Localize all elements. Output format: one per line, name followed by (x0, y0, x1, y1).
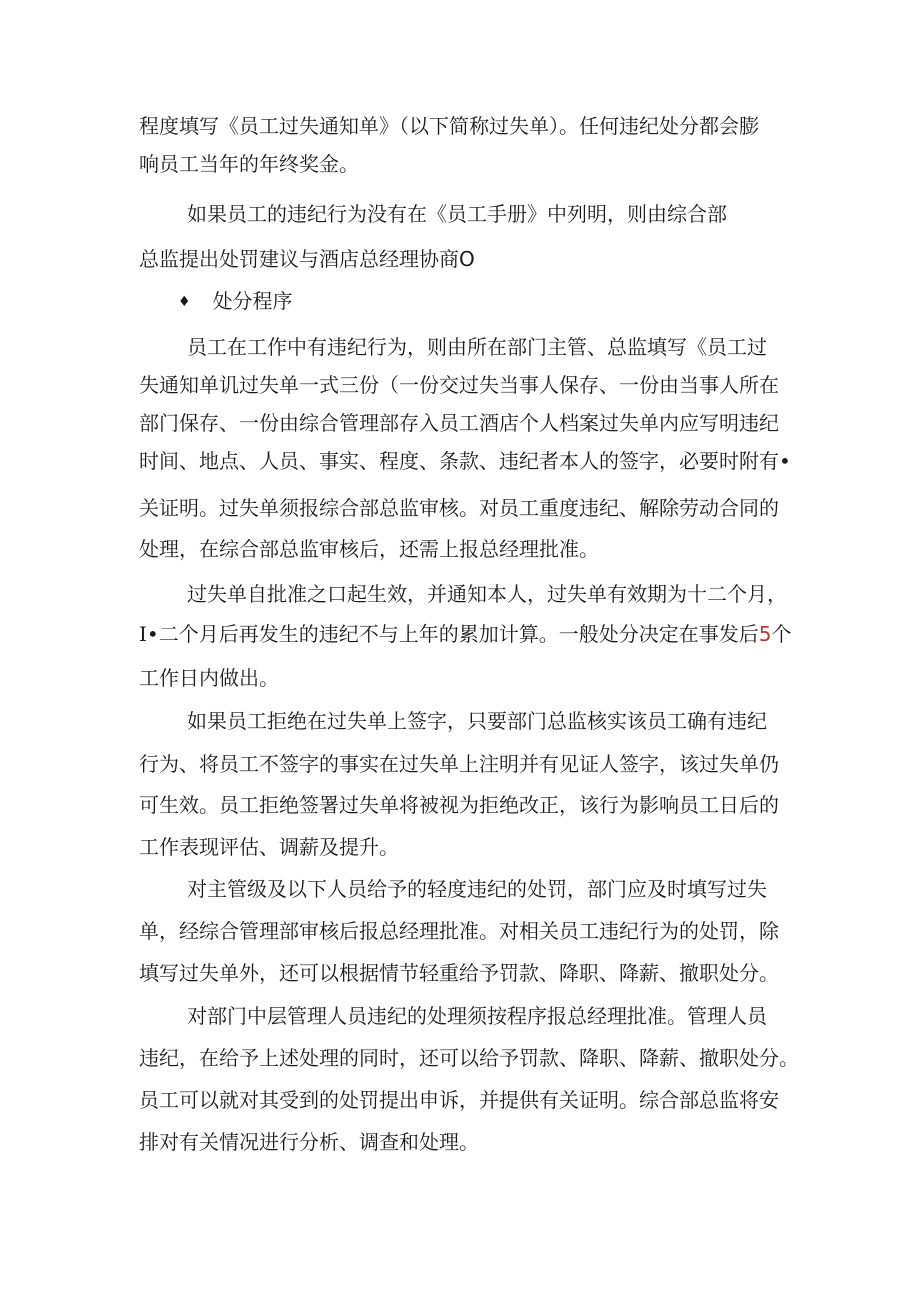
paragraph-line: 工作日内做出。 (139, 666, 279, 690)
paragraph-line: 处理，在综合部总监审核后，还需上报总经理批准。 (139, 537, 599, 561)
paragraph-line (139, 245, 475, 273)
paragraph-line: 对部门中层管理人员违纪的处理须按程序报总经理批准。管理人员 (187, 1004, 767, 1028)
paragraph-line: 可生效。员工拒绝签署过失单将被视为拒绝改正，该行为影响员工日后的 (139, 793, 779, 817)
text-segment: 总监提出处罚建议与酒店总经理协商 (139, 247, 459, 271)
paragraph-line: 员工可以就对其受到的处罚提出申诉，并提供有关证明。综合部总监将安 (139, 1088, 779, 1112)
section-heading-text: 处分程序 (212, 289, 293, 313)
paragraph-line: 员工在工作中有违纪行为，则由所在部门主管、总监填写《员工过 (187, 335, 767, 359)
paragraph-line: 时间、地点、人员、事实、程度、条款、违纪者本人的签字，必要时附有• (139, 449, 791, 473)
paragraph-line: 部门保存、一份由综合管理部存入员工酒店个人档案过失单内应写明违纪 (139, 411, 779, 435)
paragraph-line: 如果员工的违纪行为没有在《员工手册》中列明，则由综合部 (187, 202, 727, 226)
paragraph-line: 工作表现评估、调薪及提升。 (139, 835, 399, 859)
section-heading (178, 287, 293, 316)
paragraph-line: 填写过失单外，还可以根据情节轻重给予罚款、降职、降薪、撤职处分。 (139, 961, 779, 985)
highlighted-number: 5 (758, 622, 772, 646)
text-segment: I•二个月后再发生的违纪不与上年的累加计算。一般处分决定在事发后 (139, 622, 759, 646)
paragraph-line: 违纪，在给予上述处理的同时，还可以给予罚款、降职、降薪、撤职处分。 (139, 1046, 799, 1070)
paragraph-line: 关证明。过失单须报综合部总监审核。对员工重度违纪、解除劳动合同的 (139, 496, 779, 520)
paragraph-line: 失通知单讥过失单一式三份（一份交过失当事人保存、一份由当事人所在 (139, 373, 779, 397)
paragraph-line: 行为、将员工不签字的事实在过失单上注明并有见证人签字，该过失单仍 (139, 752, 779, 776)
paragraph-line: 程度填写《员工过失通知单》（以下简称过失单）。任何违纪处分都会膨 (139, 114, 759, 138)
circle-mark: O (459, 247, 475, 271)
paragraph-line: 过失单自批准之口起生效，并通知本人，过失单有效期为十二个月， (187, 582, 787, 606)
paragraph-line: 响员工当年的年终奖金。 (139, 152, 359, 176)
paragraph-line: 如果员工拒绝在过失单上签字，只要部门总监核实该员工确有违纪 (187, 709, 767, 733)
paragraph-line: 对主管级及以下人员给予的轻度违纪的处罚，部门应及时填写过失 (187, 877, 767, 901)
diamond-bullet-icon: ♦ (178, 294, 191, 310)
paragraph-line: 排对有关情况进行分析、调查和处理。 (139, 1130, 479, 1154)
text-segment: 个 (771, 622, 792, 646)
paragraph-line: 单，经综合管理部审核后报总经理批准。对相关员工违纪行为的处罚，除 (139, 919, 779, 943)
paragraph-line (139, 620, 791, 648)
